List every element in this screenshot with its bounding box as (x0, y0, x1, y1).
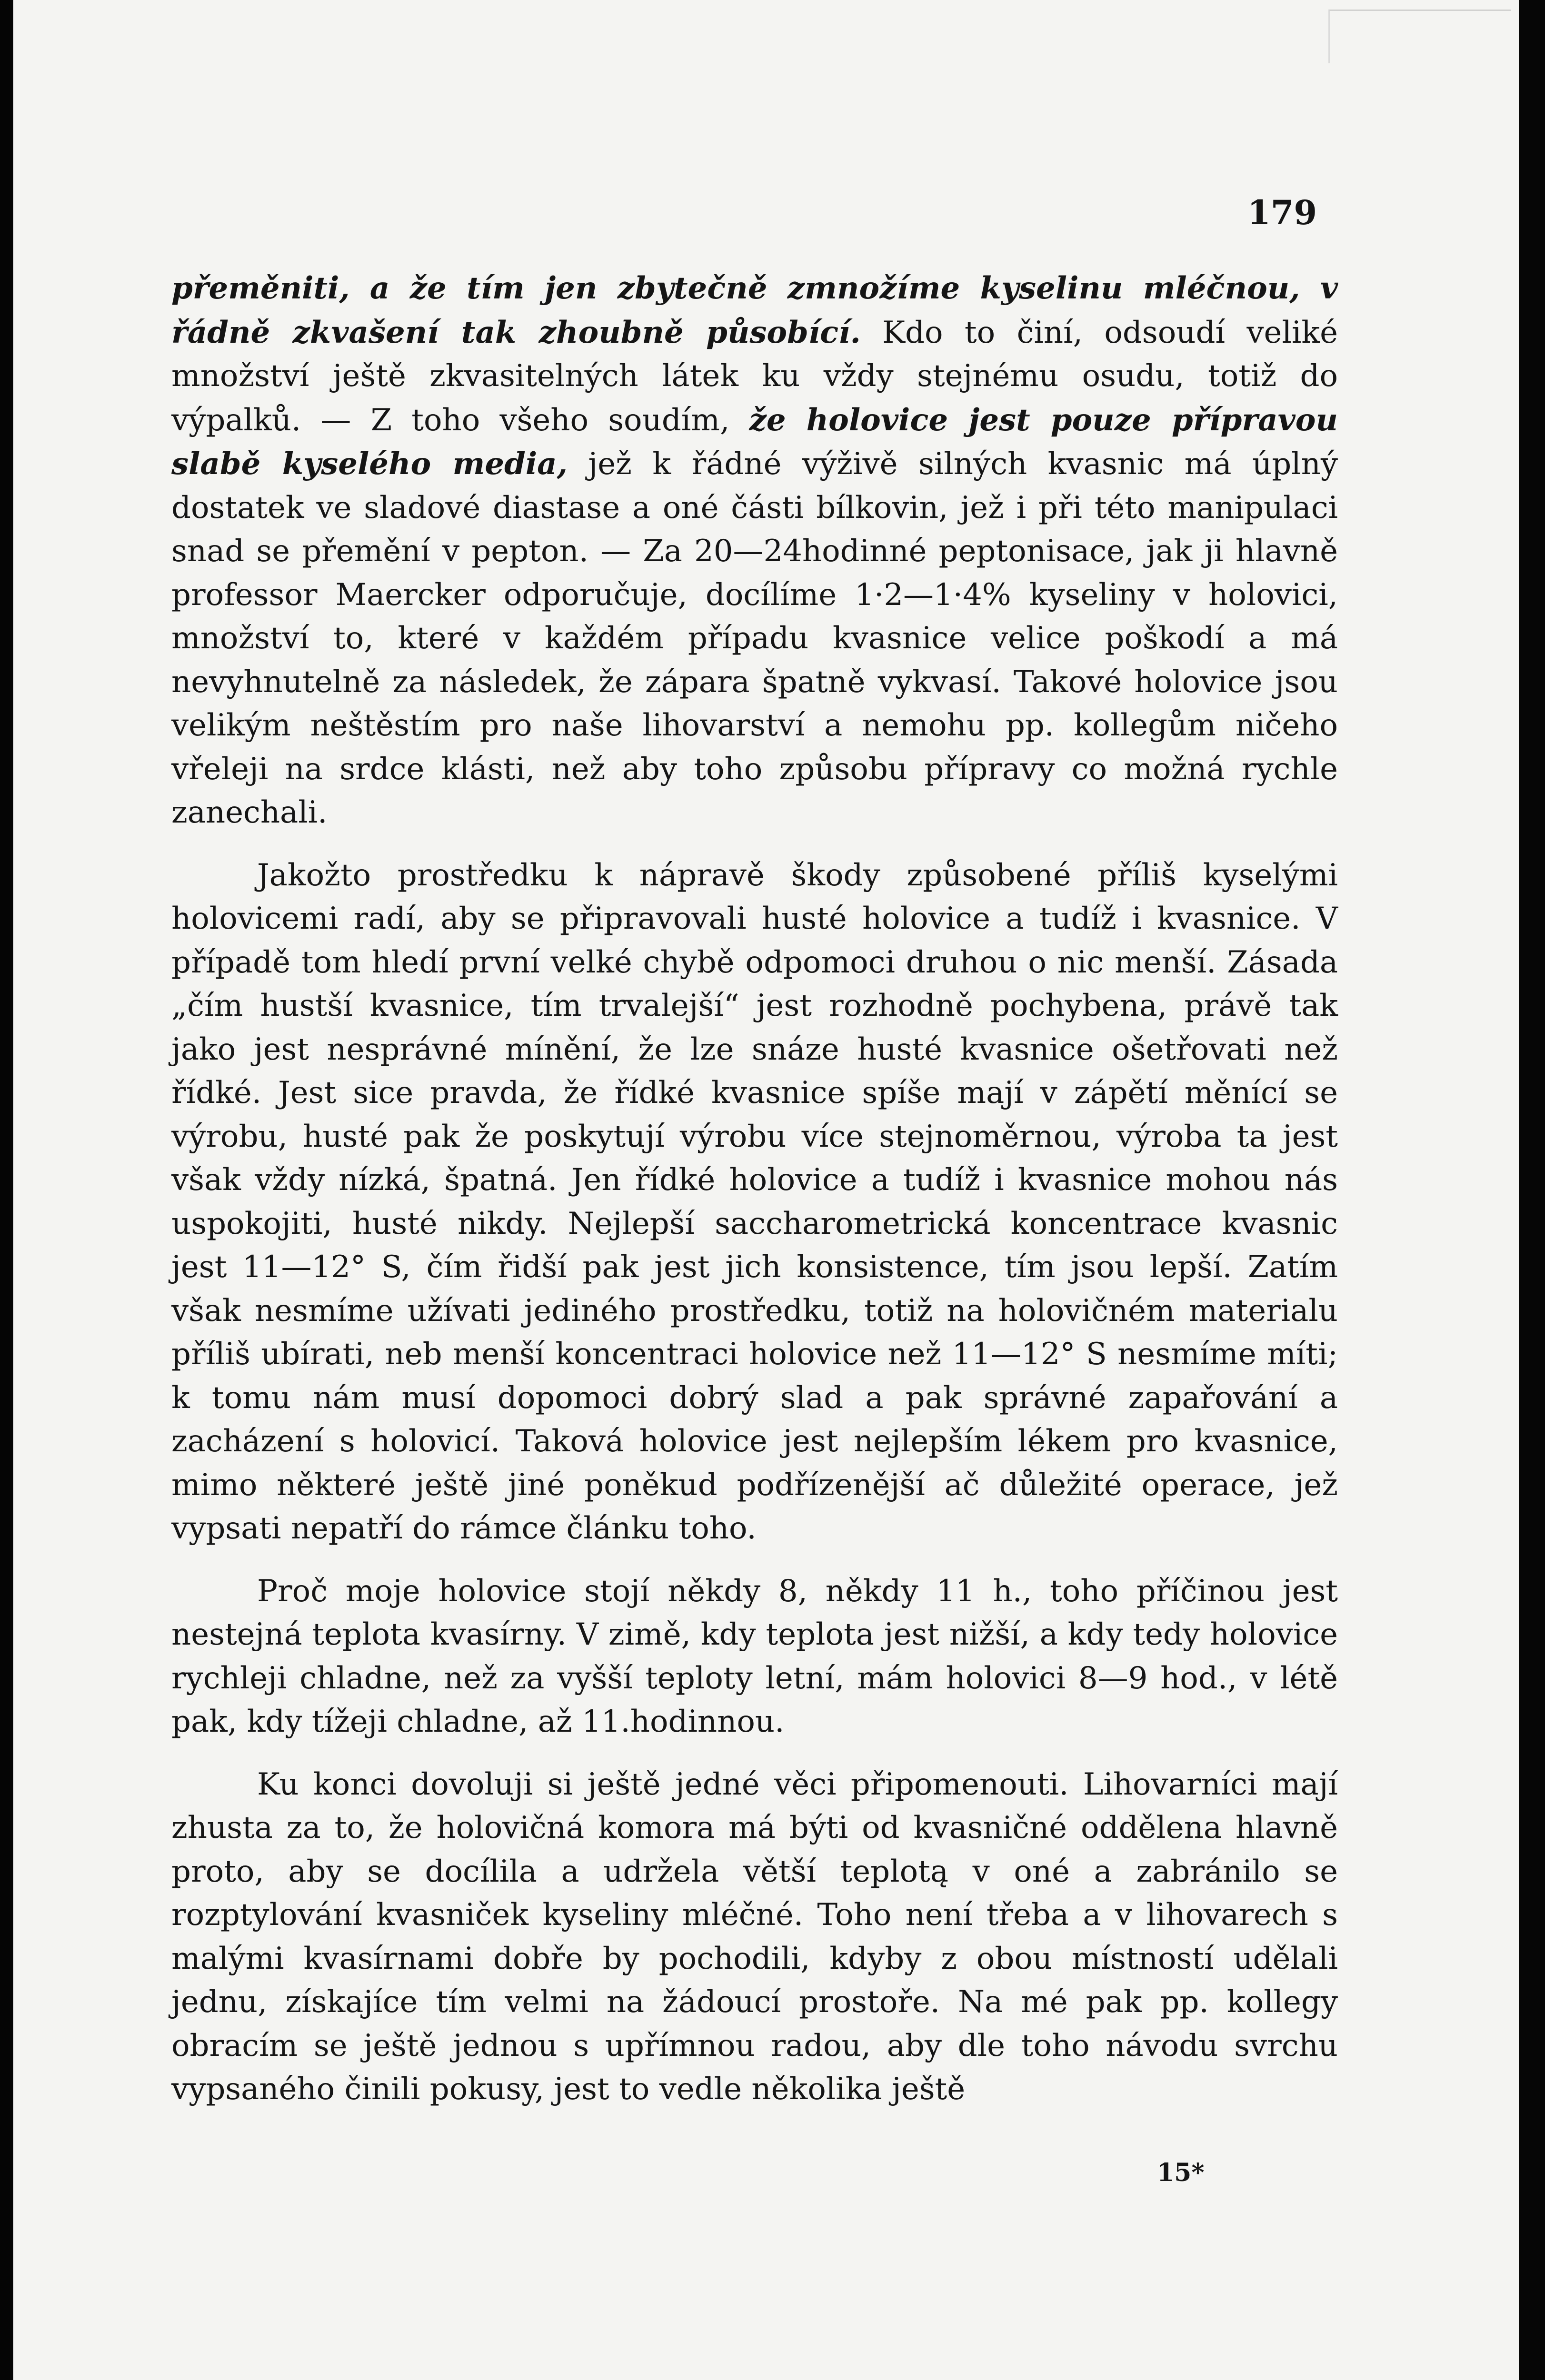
paragraph-4 (171, 1763, 1338, 2112)
scanned-page (14, 0, 1519, 2380)
scan-edge-left (0, 0, 13, 2380)
text-segment: Jakožto prostředku k nápravě škody způsobené příliš kyselými holovicemi radí, aby se připravovali husté holovice a tudíž i kvasnice. V případě tom hledí první velké chybě odpomoci druhou o nic menší. Zásada „čím hustší kvasnice, tím trvalejší“ jest rozhodně pochybena, právě tak jako jest nesprávné mínění, že lze snáze husté kvasnice ošetřovati než řídké. Jest sice pravda, že řídké kvasnice spíše mají v zápětí měnící se výrobu, husté pak že poskytují výrobu více stejnoměrnou, výroba ta jest však vždy nízká, špatná. Jen řídké holovice a tudíž i kvasnice mohou nás uspokojiti, husté nikdy. Nejlepší saccharometrická koncentrace kvasnic jest 11—12° S, čím řidší pak jest jich konsistence, tím jsou lepší. Zatím však nesmíme užívati jediného prostředku, totiž na holovičném materialu příliš ubírati, neb menší koncentraci holovice než 11—12° S nesmíme míti; k tomu nám musí dopomoci dobrý slad a pak správné zapařování a zacházení s holovicí. Taková holovice jest nejlepším lékem pro kvasnice, mimo některé ještě jiné poněkud podřízenější ač důležité operace, jež vypsati nepatří do rámce článku toho. (171, 857, 1338, 1546)
paragraph-2 (171, 854, 1338, 1551)
page-number: 179 (1247, 193, 1317, 232)
scan-artifact-mark (1328, 10, 1511, 63)
text-segment: Ku konci dovoluji si ještě jedné věci připomenouti. Lihovarníci mají zhusta za to, že holovičná komora má býti od kvasničné oddělena hlavně proto, aby se docílila a udržela větší teplotą v oné a zabránilo se rozptylování kvasniček kyseliny mléčné. Toho není třeba a v lihovarech s malými kvasírnami dobře by pochodili, kdyby z obou místností udělali jednu, získajíce tím velmi na žádoucí prostoře. Na mé pak pp. kollegy obracím se ještě jednou s upřímnou radou, aby dle toho návodu svrchu vypsaného činili pokusy, jest to vedle několika ještě (171, 1766, 1338, 2107)
body-text (171, 267, 1338, 2112)
paragraph-1 (171, 267, 1338, 835)
scan-edge-right (1519, 0, 1545, 2380)
signature-mark: 15* (1157, 2158, 1205, 2187)
text-segment: přeměniti, a že tím jen zbytečně zmnožíme kyselinu mléčnou, v řádně zkvašení tak zhoubně působící. (171, 270, 1338, 350)
text-segment: Proč moje holovice stojí někdy 8, někdy 11 h., toho příčinou jest nestejná teplota kvasírny. V zimě, kdy teplota jest nižší, a kdy tedy holovice rychleji chladne, než za vyšší teploty letní, mám holovici 8—9 hod., v létě pak, kdy tížeji chladne, až 11.hodinnou. (171, 1573, 1338, 1739)
text-segment: jež k řádné výživě silných kvasnic má úplný dostatek ve sladové diastase a oné části bílkovin, jež i při této manipulaci snad se přemění v pepton. — Za 20—24hodinné peptonisace, jak ji hlavně professor Maercker odporučuje, docílíme 1·2—1·4% kyseliny v holovici, množství to, které v každém případu kvasnice velice poškodí a má nevyhnutelně za následek, že zápara špatně vykvasí. Takové holovice jsou velikým neštěstím pro naše lihovarství a nemohu pp. kollegům ničeho vřeleji na srdce klásti, než aby toho způsobu přípravy co možná rychle zanechali. (171, 446, 1338, 830)
paragraph-3 (171, 1570, 1338, 1744)
text-segment: že holovice jest pouze přípravou slabě kyselého media, (171, 402, 1338, 482)
text-segment: Kdo to činí, odsoudí veliké množství ještě zkvasitelných látek ku vždy stejnému osudu, totiž do výpalků. — Z toho všeho soudím, (171, 315, 1338, 438)
